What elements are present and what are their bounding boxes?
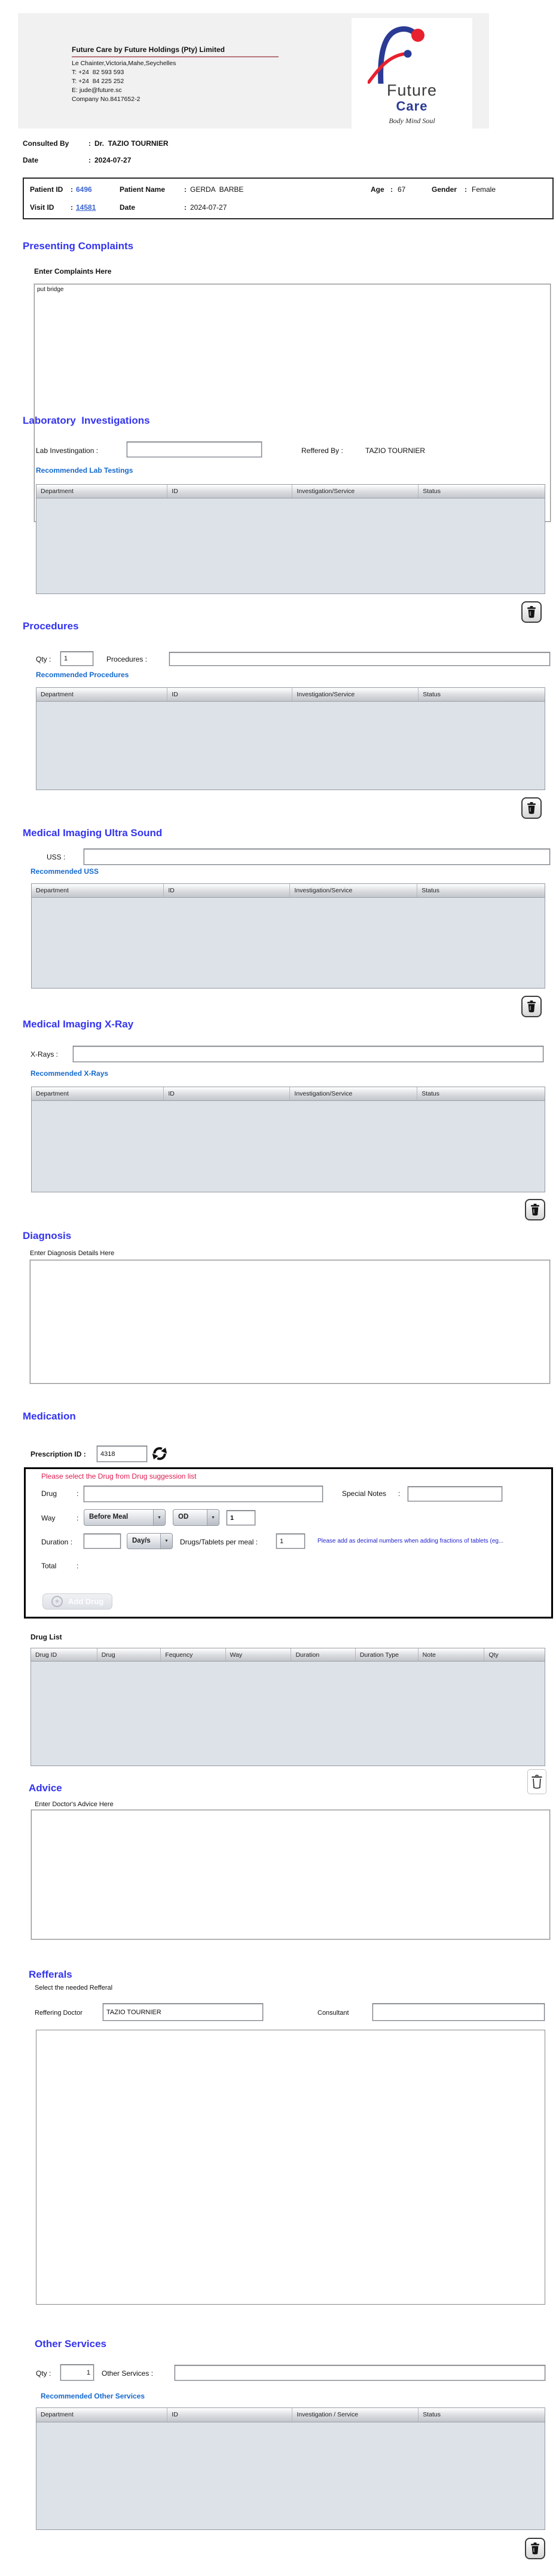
duration-label: Duration : — [41, 1538, 73, 1546]
trash-icon — [531, 1773, 543, 1790]
duration-unit-select[interactable]: Day/s ▼ — [127, 1533, 173, 1549]
consulted-by-colon: : — [88, 139, 91, 148]
uss-input[interactable] — [84, 849, 550, 865]
column-header-investigation: Investigation/Service — [290, 884, 417, 897]
other-services-input[interactable] — [175, 2365, 545, 2381]
recommended-lab-link[interactable]: Recommended Lab Testings — [36, 466, 133, 475]
column-header-status: Status — [423, 691, 441, 698]
meal-timing-select[interactable]: Before Meal ▼ — [84, 1509, 166, 1526]
xray-table-header-row — [32, 1087, 545, 1101]
visit-date-label: Date — [120, 203, 136, 212]
other-services-header-row — [36, 2408, 545, 2422]
column-header-department: Department — [32, 884, 164, 897]
uss-delete-button[interactable] — [521, 996, 542, 1017]
column-header-status: Status — [423, 2411, 441, 2418]
special-notes-colon: : — [398, 1489, 401, 1498]
reffering-doctor-input[interactable] — [103, 2003, 263, 2021]
company-phone-2: T: +24 84 225 252 — [72, 78, 124, 85]
other-services-qty-input[interactable] — [60, 2364, 94, 2381]
referrals-sub-label: Select the needed Refferal — [35, 1984, 113, 1991]
way-colon: : — [77, 1514, 79, 1522]
diagnosis-textarea[interactable] — [30, 1260, 550, 1384]
company-number: Company No.8417652-2 — [72, 96, 140, 103]
logo-f-swoosh-icon — [368, 24, 457, 84]
patient-name-label: Patient Name — [120, 185, 166, 194]
add-icon: + — [51, 1596, 63, 1607]
lab-table-header-row — [36, 485, 545, 498]
section-title-referrals: Refferals — [29, 1969, 72, 1980]
reffered-by-label: Reffered By : — [301, 446, 343, 455]
other-services-qty-label: Qty : — [36, 2369, 51, 2378]
column-header-department: Department — [36, 688, 167, 701]
company-address: Le Chainter,Victoria,Mahe,Seychelles — [72, 60, 176, 67]
visit-id-label: Visit ID — [30, 203, 54, 212]
logo-word-care: Care — [396, 99, 428, 114]
uss-table-header-row — [32, 884, 545, 898]
column-header-department: Department — [36, 485, 167, 498]
column-header-id: ID — [164, 884, 290, 897]
visit-id-colon: : — [71, 203, 73, 212]
way-qty-input[interactable] — [227, 1510, 255, 1525]
trash-icon — [527, 1001, 536, 1012]
trash-icon — [530, 2543, 540, 2554]
logo-word-future: Future — [386, 81, 438, 99]
consultant-label: Consultant — [317, 2009, 349, 2017]
recommended-procedures-link[interactable]: Recommended Procedures — [36, 671, 129, 679]
section-title-other-services: Other Services — [35, 2338, 107, 2349]
section-title-diagnosis: Diagnosis — [23, 1230, 72, 1241]
logo-tagline: Body Mind Soul — [389, 117, 435, 125]
uss-table — [31, 883, 545, 989]
duration-input[interactable] — [84, 1534, 121, 1549]
section-title-advice: Advice — [29, 1782, 62, 1794]
consulted-by-value: Dr. TAZIO TOURNIER — [94, 139, 169, 148]
recommended-uss-link[interactable]: Recommended USS — [30, 867, 99, 876]
xray-input[interactable] — [73, 1046, 543, 1062]
column-header-id: ID — [164, 1087, 290, 1100]
lab-table — [36, 484, 545, 594]
gender-label: Gender — [432, 185, 457, 194]
column-header-drug-id: Drug ID — [31, 1648, 97, 1661]
section-title-uss: Medical Imaging Ultra Sound — [23, 827, 163, 839]
column-header-department: Department — [36, 2408, 167, 2422]
recommended-xray-link[interactable]: Recommended X-Rays — [30, 1069, 109, 1078]
age-colon: : — [390, 185, 393, 194]
advice-textarea[interactable] — [31, 1810, 550, 1939]
consultant-input[interactable] — [372, 2003, 545, 2021]
column-header-id: ID — [167, 485, 292, 498]
lab-delete-button[interactable] — [521, 601, 542, 623]
add-drug-button[interactable]: + Add Drug — [42, 1593, 112, 1610]
patient-id-colon: : — [71, 185, 73, 194]
drug-list-delete-button[interactable] — [527, 1769, 546, 1794]
section-title-lab: Laboratory Investigations — [23, 415, 150, 426]
visit-id-link[interactable]: 14581 — [76, 203, 96, 212]
reffered-by-value: TAZIO TOURNIER — [365, 446, 426, 455]
drug-suggestion-warning: Please select the Drug from Drug suggession list — [41, 1472, 197, 1480]
other-services-label: Other Services : — [102, 2369, 154, 2378]
special-notes-input[interactable] — [408, 1486, 502, 1501]
consulted-by-label: Consulted By — [23, 139, 69, 148]
complaints-input-label: Enter Complaints Here — [34, 267, 112, 276]
xray-delete-button[interactable] — [525, 1199, 545, 1220]
drug-input[interactable] — [84, 1486, 323, 1502]
column-header-duration: Duration — [291, 1648, 355, 1661]
column-header-id: ID — [167, 2408, 292, 2422]
patient-id-value: 6496 — [76, 185, 92, 194]
procedures-input[interactable] — [169, 652, 550, 666]
drug-list-label: Drug List — [30, 1633, 62, 1641]
other-services-delete-button[interactable] — [525, 2538, 545, 2559]
lab-investigation-label: Lab Investingation : — [36, 446, 99, 455]
total-label: Total — [41, 1562, 57, 1570]
refresh-icon[interactable] — [151, 1445, 168, 1462]
prescription-id-input[interactable] — [97, 1446, 147, 1462]
column-header-drug: Drug — [97, 1648, 161, 1661]
column-header-qty: Qty — [488, 1651, 499, 1659]
trash-icon — [530, 1204, 540, 1216]
procedures-table-header-row — [36, 688, 545, 702]
column-header-department: Department — [32, 1087, 164, 1100]
column-header-note: Note — [418, 1648, 485, 1661]
lab-investigation-input[interactable] — [127, 442, 262, 457]
dropdown-arrow-icon: ▼ — [153, 1510, 165, 1525]
gender-colon: : — [465, 185, 467, 194]
total-colon: : — [77, 1562, 79, 1570]
uss-label: USS : — [47, 853, 66, 861]
reffering-doctor-label: Reffering Doctor — [35, 2009, 83, 2017]
per-meal-input[interactable] — [276, 1534, 305, 1549]
visit-date-value: 2024-07-27 — [190, 203, 227, 212]
consult-date-value: 2024-07-27 — [94, 156, 132, 164]
procedures-qty-label: Qty : — [36, 655, 51, 663]
visit-date-colon: : — [184, 203, 187, 212]
column-header-status: Status — [421, 887, 439, 894]
column-header-status: Status — [421, 1090, 439, 1097]
column-header-id: ID — [167, 688, 292, 701]
dropdown-arrow-icon: ▼ — [207, 1510, 219, 1525]
patient-name-value: GERDA BARBE — [190, 185, 244, 194]
drug-list-header-row — [31, 1648, 545, 1662]
section-title-xray: Medical Imaging X-Ray — [23, 1018, 134, 1030]
trash-icon — [527, 606, 536, 618]
per-meal-label: Drugs/Tablets per meal : — [180, 1538, 258, 1546]
column-header-investigation: Investigation / Service — [292, 2408, 418, 2422]
consult-date-colon: : — [88, 156, 91, 164]
age-value: 67 — [398, 185, 406, 194]
age-label: Age — [371, 185, 384, 194]
xray-label: X-Rays : — [30, 1050, 59, 1058]
company-email: E: jude@future.sc — [72, 87, 122, 94]
procedures-delete-button[interactable] — [521, 797, 542, 819]
advice-input-label: Enter Doctor's Advice Here — [35, 1801, 114, 1808]
xray-table — [31, 1087, 545, 1192]
section-title-medication: Medication — [23, 1411, 76, 1422]
other-services-table — [36, 2407, 545, 2530]
referral-list-box[interactable] — [36, 2030, 545, 2305]
drug-colon: : — [77, 1489, 79, 1498]
patient-info-box — [23, 178, 554, 219]
column-header-way: Way — [226, 1648, 292, 1661]
dropdown-arrow-icon: ▼ — [160, 1534, 172, 1549]
diagnosis-input-label: Enter Diagnosis Details Here — [30, 1250, 115, 1257]
consult-date-label: Date — [23, 156, 39, 164]
company-name: Future Care by Future Holdings (Pty) Limited — [72, 45, 225, 54]
section-title-complaints: Presenting Complaints — [23, 240, 134, 252]
gender-value: Female — [472, 185, 496, 194]
drug-list-table — [30, 1648, 545, 1766]
company-phone-1: T: +24 82 593 593 — [72, 69, 124, 76]
way-label: Way — [41, 1514, 56, 1522]
section-title-procedures: Procedures — [23, 620, 79, 632]
procedures-qty-input[interactable] — [60, 651, 93, 666]
frequency-select[interactable]: OD ▼ — [173, 1509, 219, 1526]
patient-id-label: Patient ID — [30, 185, 63, 194]
procedures-label: Procedures : — [106, 655, 148, 663]
drug-label: Drug — [41, 1489, 57, 1498]
column-header-frequency: Fequency — [161, 1648, 225, 1661]
column-header-duration-type: Duration Type — [356, 1648, 418, 1661]
patient-name-colon: : — [184, 185, 187, 194]
recommended-other-services-link[interactable]: Recommended Other Services — [41, 2392, 145, 2400]
column-header-investigation: Investigation/Service — [292, 485, 418, 498]
column-header-status: Status — [423, 488, 441, 495]
special-notes-label: Special Notes — [342, 1489, 387, 1498]
trash-icon — [527, 802, 536, 814]
fraction-note: Please add as decimal numbers when adding fractions of tablets (eg... — [317, 1538, 504, 1544]
company-name-underline — [72, 56, 279, 57]
procedures-table — [36, 687, 545, 790]
column-header-investigation: Investigation/Service — [292, 688, 418, 701]
prescription-id-label: Prescription ID : — [30, 1450, 86, 1458]
column-header-investigation: Investigation/Service — [290, 1087, 417, 1100]
